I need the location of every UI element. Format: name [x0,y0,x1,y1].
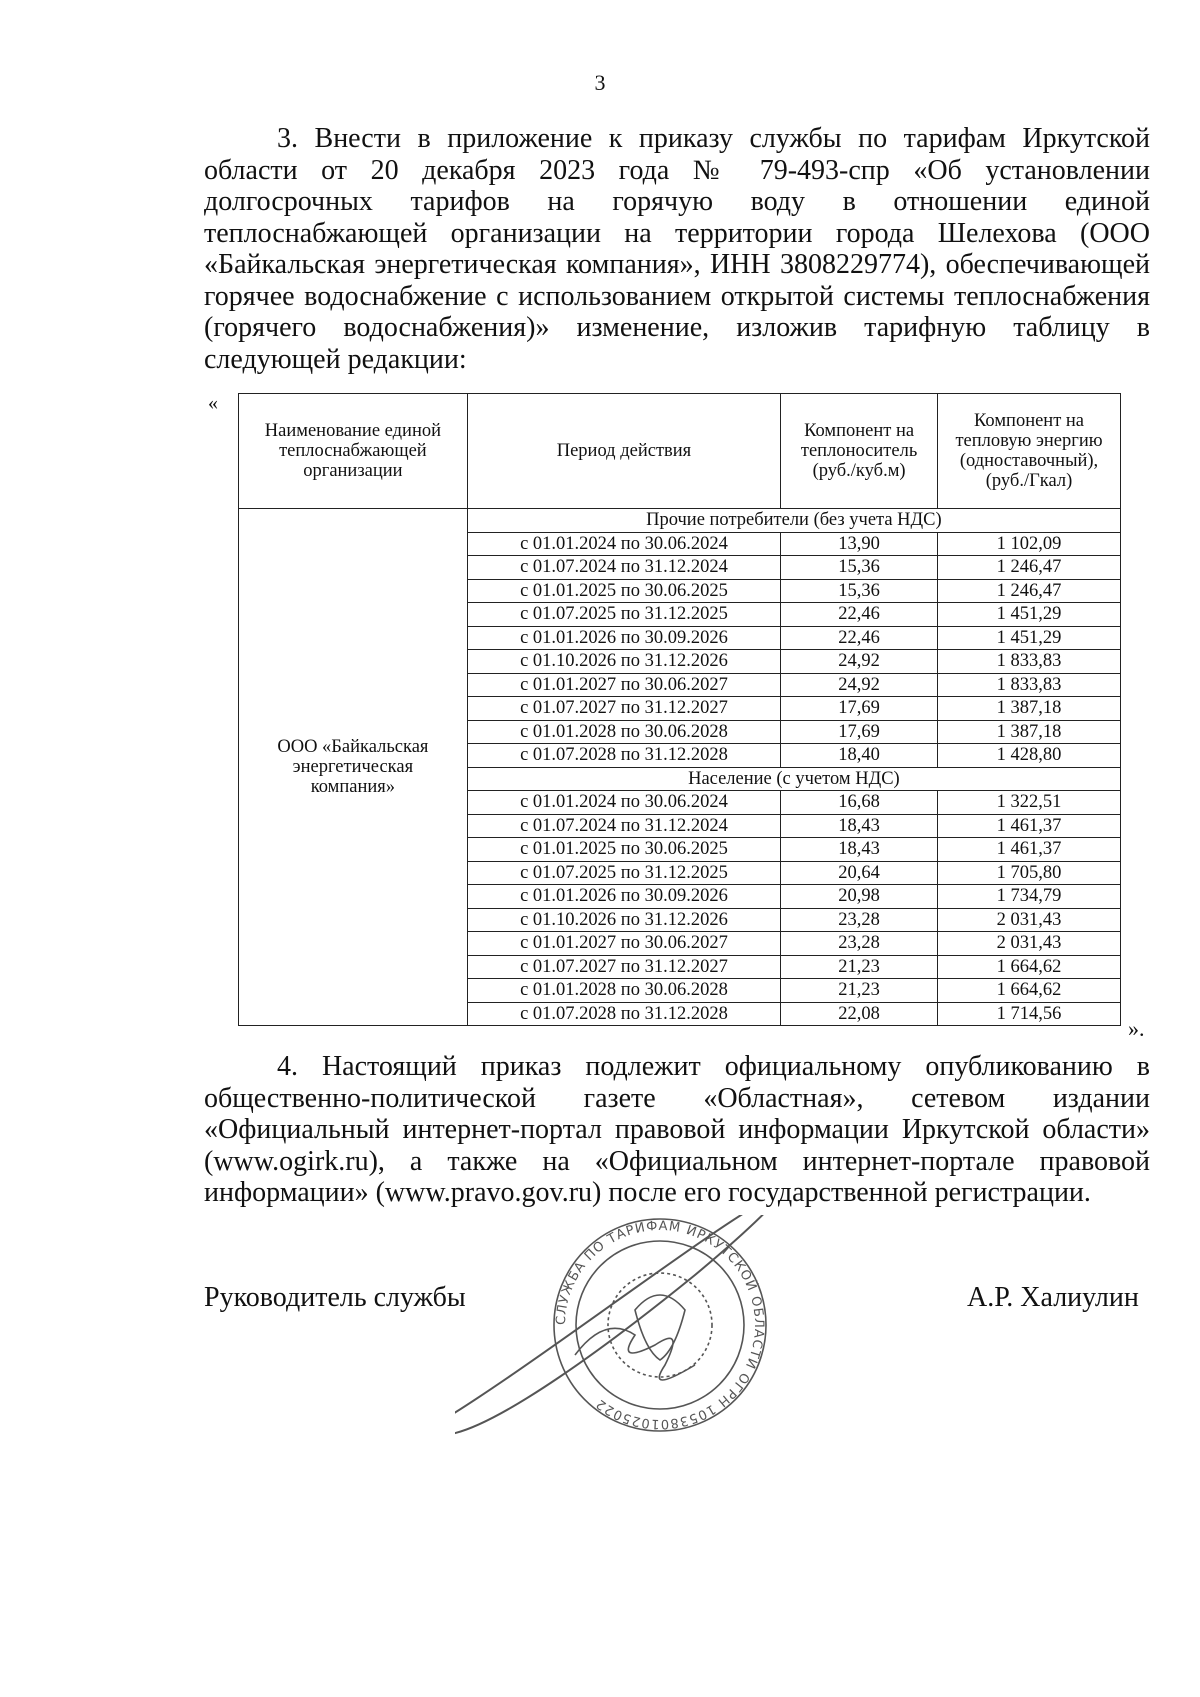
paragraph-3: 3. Внести в приложение к приказу службы по тарифам Иркутской области от 20 декабря 2023 года № 79-493-спр «Об установлении долгосрочных тарифов на горячую воду в отношении единой теплоснабжающей организации на территории города Шелехова (ООО «Байкальская энергетическая компания», ИНН 3808229774), обеспечивающей горячее водоснабжение с использованием открытой системы теплоснабжения (горячего водоснабжения)» изменение, изложив тарифную таблицу в следующей редакции: [204,123,1150,375]
energy-cell: 1 833,83 [938,650,1121,674]
energy-cell: 1 664,62 [938,955,1121,979]
carrier-cell: 20,64 [781,861,938,885]
period-cell: с 01.01.2028 по 30.06.2028 [467,979,780,1003]
energy-cell: 1 461,37 [938,814,1121,838]
org-name-cell: ООО «Байкальская энергетическая компания» [239,509,468,1026]
energy-cell: 1 705,80 [938,861,1121,885]
energy-cell: 1 428,80 [938,744,1121,768]
period-cell: с 01.07.2027 по 31.12.2027 [467,955,780,979]
period-cell: с 01.01.2028 по 30.06.2028 [467,720,780,744]
paragraph-4: 4. Настоящий приказ подлежит официальному опубликованию в общественно-политической газете «Областная», сетевом издании «Официальный интернет-портал правовой информации Иркутской области» (www.ogirk.ru), а также на «Официальном интернет-портале правовой информации» (www.pravo.gov.ru) после его государственной регистрации. [204,1051,1150,1208]
group-header-row [239,509,1121,533]
period-cell: с 01.01.2025 по 30.06.2025 [467,579,780,603]
energy-cell: 1 734,79 [938,885,1121,909]
period-cell: с 01.07.2025 по 31.12.2025 [467,603,780,627]
period-cell: с 01.07.2028 по 31.12.2028 [467,1002,780,1026]
period-cell: с 01.01.2025 по 30.06.2025 [467,838,780,862]
seal-inner-ring [576,1241,744,1409]
carrier-cell: 18,43 [781,838,938,862]
period-cell: с 01.10.2026 по 31.12.2026 [467,650,780,674]
seal-center-ring [608,1273,712,1377]
carrier-cell: 24,92 [781,673,938,697]
carrier-cell: 17,69 [781,720,938,744]
table-header-row [239,394,1121,509]
period-cell: с 01.01.2027 по 30.06.2027 [467,932,780,956]
energy-cell: 1 664,62 [938,979,1121,1003]
table-close-quote: ». [1128,1016,1145,1041]
period-cell: с 01.01.2024 по 30.06.2024 [467,791,780,815]
energy-cell: 2 031,43 [938,932,1121,956]
carrier-cell: 15,36 [781,579,938,603]
carrier-cell: 16,68 [781,791,938,815]
energy-cell: 1 246,47 [938,579,1121,603]
energy-cell: 1 387,18 [938,720,1121,744]
energy-cell: 1 451,29 [938,626,1121,650]
seal-and-signature [455,1215,855,1465]
energy-cell: 1 246,47 [938,556,1121,580]
carrier-cell: 17,69 [781,697,938,721]
energy-cell: 1 451,29 [938,603,1121,627]
carrier-cell: 23,28 [781,932,938,956]
seal-ring-text: СЛУЖБА ПО ТАРИФАМ ИРКУТСКОЙ ОБЛАСТИ ОГРН 1053801025022 [553,1218,767,1432]
tariff-table [238,393,1121,1026]
carrier-cell: 21,23 [781,979,938,1003]
energy-cell: 1 387,18 [938,697,1121,721]
carrier-cell: 24,92 [781,650,938,674]
period-cell: с 01.07.2024 по 31.12.2024 [467,556,780,580]
period-cell: с 01.10.2026 по 31.12.2026 [467,908,780,932]
period-cell: с 01.01.2024 по 30.06.2024 [467,532,780,556]
energy-cell: 2 031,43 [938,908,1121,932]
header-energy: Компонент на тепловую энергию (одноставочный), (руб./Гкал) [938,394,1121,509]
header-org: Наименование единой теплоснабжающей организации [239,394,468,509]
period-cell: с 01.07.2025 по 31.12.2025 [467,861,780,885]
carrier-cell: 18,40 [781,744,938,768]
signatory-title: Руководитель службы [204,1282,466,1313]
page-number: 3 [594,70,606,95]
group-title: Население (с учетом НДС) [467,767,1120,791]
group-title: Прочие потребители (без учета НДС) [467,509,1120,533]
carrier-cell: 22,08 [781,1002,938,1026]
period-cell: с 01.07.2024 по 31.12.2024 [467,814,780,838]
header-period: Период действия [467,394,780,509]
tariff-table-body [239,509,1121,1026]
energy-cell: 1 833,83 [938,673,1121,697]
period-cell: с 01.01.2027 по 30.06.2027 [467,673,780,697]
energy-cell: 1 102,09 [938,532,1121,556]
period-cell: с 01.07.2028 по 31.12.2028 [467,744,780,768]
carrier-cell: 21,23 [781,955,938,979]
energy-cell: 1 322,51 [938,791,1121,815]
period-cell: с 01.01.2026 по 30.09.2026 [467,626,780,650]
carrier-cell: 13,90 [781,532,938,556]
carrier-cell: 18,43 [781,814,938,838]
svg-text:СЛУЖБА ПО ТАРИФАМ ИРКУТСКОЙ ОБ [554,1219,766,1431]
signatory-name: А.Р. Халиулин [967,1282,1139,1313]
carrier-cell: 23,28 [781,908,938,932]
carrier-cell: 20,98 [781,885,938,909]
carrier-cell: 15,36 [781,556,938,580]
carrier-cell: 22,46 [781,626,938,650]
period-cell: с 01.07.2027 по 31.12.2027 [467,697,780,721]
energy-cell: 1 714,56 [938,1002,1121,1026]
period-cell: с 01.01.2026 по 30.09.2026 [467,885,780,909]
table-open-quote: « [208,392,218,414]
carrier-cell: 22,46 [781,603,938,627]
header-carrier: Компонент на теплоноситель (руб./куб.м) [781,394,938,509]
energy-cell: 1 461,37 [938,838,1121,862]
